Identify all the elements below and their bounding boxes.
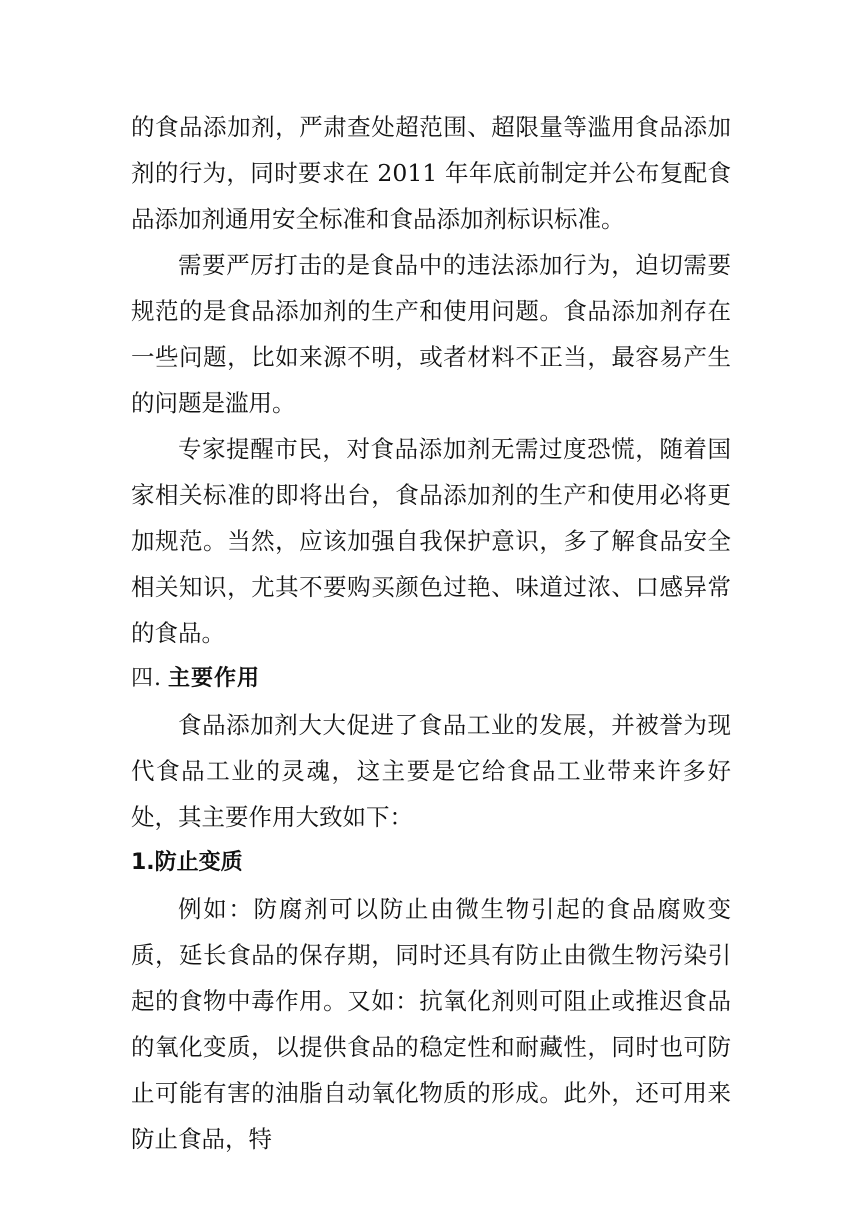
paragraph-illegal-additives: 需要严厉打击的是食品中的违法添加行为，迫切需要规范的是食品添加剂的生产和使用问题。食品添加剂存在一些问题，比如来源不明，或者材料不正当，最容易产生的问题是滥用。 bbox=[131, 251, 731, 417]
section-number: 四. bbox=[131, 666, 162, 691]
paragraph-continued: 的食品添加剂，严肃查处超范围、超限量等滥用食品添加剂的行为，同时要求在 2011 年年底前制定并公布复配食品添加剂通用安全标准和食品添加剂标识标准。 bbox=[131, 113, 731, 233]
paragraph-preservative-example: 例如：防腐剂可以防止由微生物引起的食品腐败变质，延长食品的保存期，同时还具有防止由微生物污染引起的食物中毒作用。又如：抗氧化剂则可阻止或推迟食品的氧化变质，以提供食品的稳定性和耐藏性，同时也可防止可能有害的油脂自动氧化物质的形成。此外，还可用来防止食品，特 bbox=[131, 895, 731, 1153]
subheading-prevent-spoilage: 1.防止变质 bbox=[131, 850, 243, 875]
section-title: 主要作用 bbox=[168, 666, 261, 691]
document-body bbox=[131, 104, 731, 1162]
paragraph-expert-advice: 专家提醒市民，对食品添加剂无需过度恐慌，随着国家相关标准的即将出台，食品添加剂的生产和使用必将更加规范。当然，应该加强自我保护意识，多了解食品安全相关知识，尤其不要购买颜色过艳、味道过浓、口感异常的食品。 bbox=[131, 435, 731, 647]
section-heading bbox=[131, 656, 731, 702]
paragraph-main-functions: 食品添加剂大大促进了食品工业的发展，并被誉为现代食品工业的灵魂，这主要是它给食品工业带来许多好处，其主要作用大致如下： bbox=[131, 711, 731, 831]
